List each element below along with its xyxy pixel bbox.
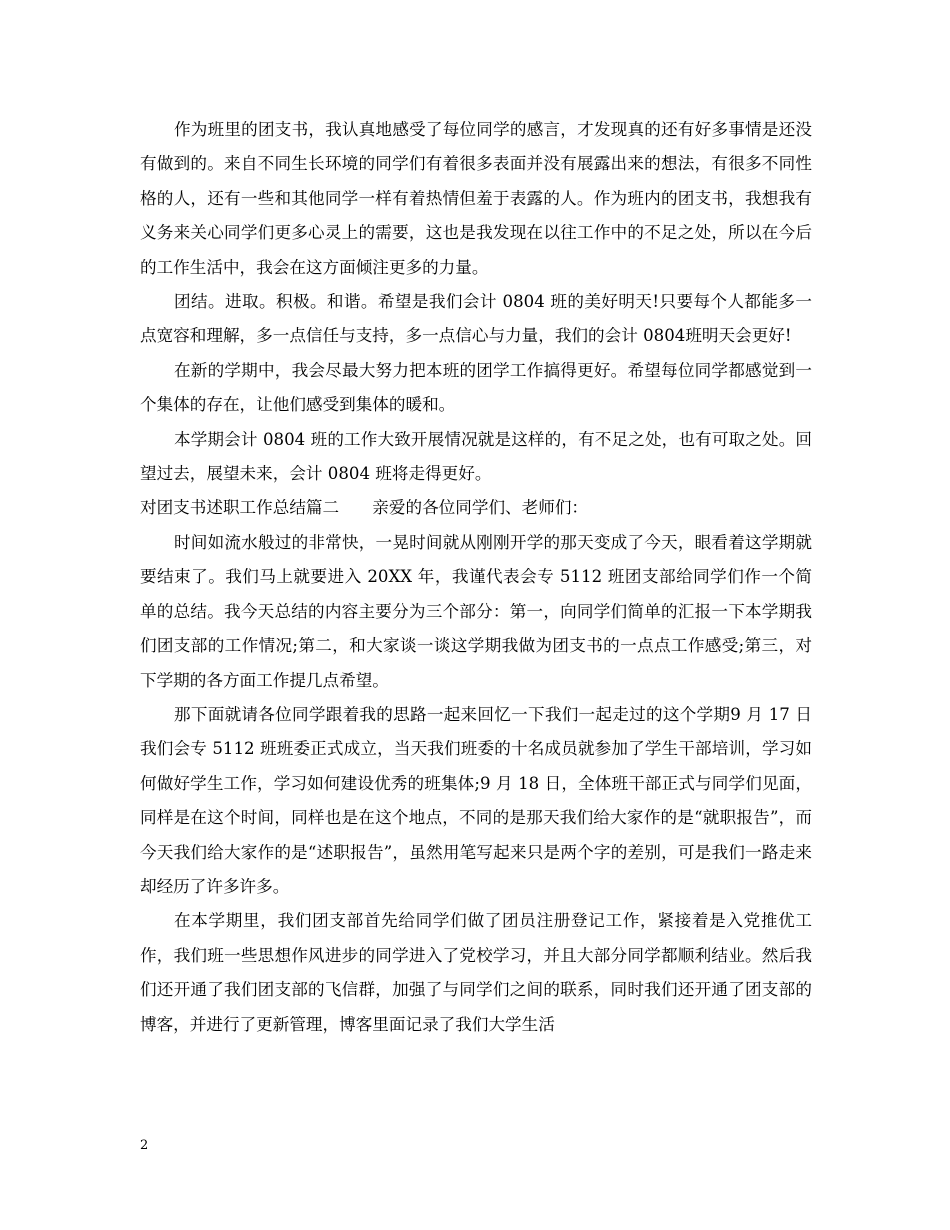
text-line: 班干部正式与同学们见面，同样是在这个时间，同样也是在这个地点，不同的是那 <box>140 773 813 828</box>
text-line: 这学期就要结束了。我们马上就要进入 20XX 年，我谨代表会专 5112 班团支部给同 <box>140 532 813 587</box>
section-heading <box>140 491 812 525</box>
text-line: 推优工作，我们班一些思想作风进步的同学进入了党校学习，并且大部分同学都顺 <box>140 911 813 965</box>
text-line: 以往工作中的不足之处，所以在今后的工作生活中，我会在这方面倾注更多的力量。 <box>140 223 813 277</box>
text-line: 本学期会计 0804 班的工作大致开展情况就是这样的，有不足之处，也有可取 <box>174 429 746 449</box>
text-line: 之处。回望过去，展望未来，会计 0804 班将走得更好。 <box>140 429 813 484</box>
paragraph-4 <box>140 423 812 492</box>
text-line: 团结。进取。积极。和谐。希望是我们会计 0804 班的美好明天!只要每个人都 <box>174 292 762 312</box>
document-body <box>140 113 812 1042</box>
text-line: 法，有很多不同性格的人，还有一些和其他同学一样有着热情但羞于表露的人。作 <box>140 154 813 208</box>
text-line: 用笔写起来只是两个字的差别，可是我们一路走来却经历了许多许多。 <box>140 842 813 896</box>
text-line: 为班内的团支书，我想我有义务来关心同学们更多心灵上的需要，这也是我发现在 <box>140 188 812 243</box>
text-line: 在新的学期中，我会尽最大努力把本班的团学工作搞得更好。希望每位同学都 <box>174 360 746 380</box>
text-line: 9 月 17 日我们会专 5112 班班委正式成立，当天我们班委的十名成员就参加了学生 <box>140 704 813 759</box>
paragraph-1 <box>140 113 812 285</box>
text-line: 利结业。然后我们还开通了我们团支部的飞信群，加强了与同学们之间的联系，同 <box>140 945 813 1000</box>
text-line: 感觉到一个集体的存在，让他们感受到集体的暖和。 <box>140 360 813 415</box>
text-line: 情是还没有做到的。来自不同生长环境的同学们有着很多表面并没有展露出来的想 <box>140 120 813 174</box>
text-line: 单的汇报一下本学期我们团支部的工作情况;第二，和大家谈一谈这学期我做为团 <box>140 601 813 656</box>
paragraph-3 <box>140 354 812 423</box>
text-line: 学们作一个简单的总结。我今天总结的内容主要分为三个部分：第一，向同学们简 <box>140 567 813 621</box>
text-line: 时间如流水般过的非常快，一晃时间就从刚刚开学的那天变成了今天，眼看着 <box>174 532 746 552</box>
text-line: 班明天会更好! <box>685 326 792 346</box>
text-line: 干部培训，学习如何做好学生工作，学习如何建设优秀的班集体;9 月 18 日，全体 <box>140 739 812 793</box>
text-line: 支书的一点点工作感受;第三，对下学期的各方面工作提几点希望。 <box>140 636 812 690</box>
text-line: 时我们还开通了团支部的博客，并进行了更新管理，博客里面记录了我们大学生活 <box>140 980 813 1034</box>
paragraph-8 <box>140 904 812 1042</box>
text-line: 作为班里的团支书，我认真地感受了每位同学的感言，才发现真的还有好多事 <box>174 120 746 139</box>
text-line: 那下面就请各位同学跟着我的思路一起来回忆一下我们一起走过的这个学期 <box>174 704 731 724</box>
paragraph-6 <box>140 526 812 698</box>
paragraph-7 <box>140 698 812 904</box>
text-line: 天我们给大家作的是“就职报告”，而今天我们给大家作的是“述职报告”，虽然 <box>140 808 813 862</box>
paragraph-2 <box>140 285 812 354</box>
text-line: 能多一点宽容和理解，多一点信任与支持，多一点信心与力量，我们的会计 0804 <box>140 292 813 346</box>
page-number: 2 <box>140 1138 149 1153</box>
text-line: 对团支书述职工作总结篇二 亲爱的各位同学们、老师们： <box>140 498 589 518</box>
text-line: 在本学期里，我们团支部首先给同学们做了团员注册登记工作，紧接着是入党 <box>174 911 761 931</box>
